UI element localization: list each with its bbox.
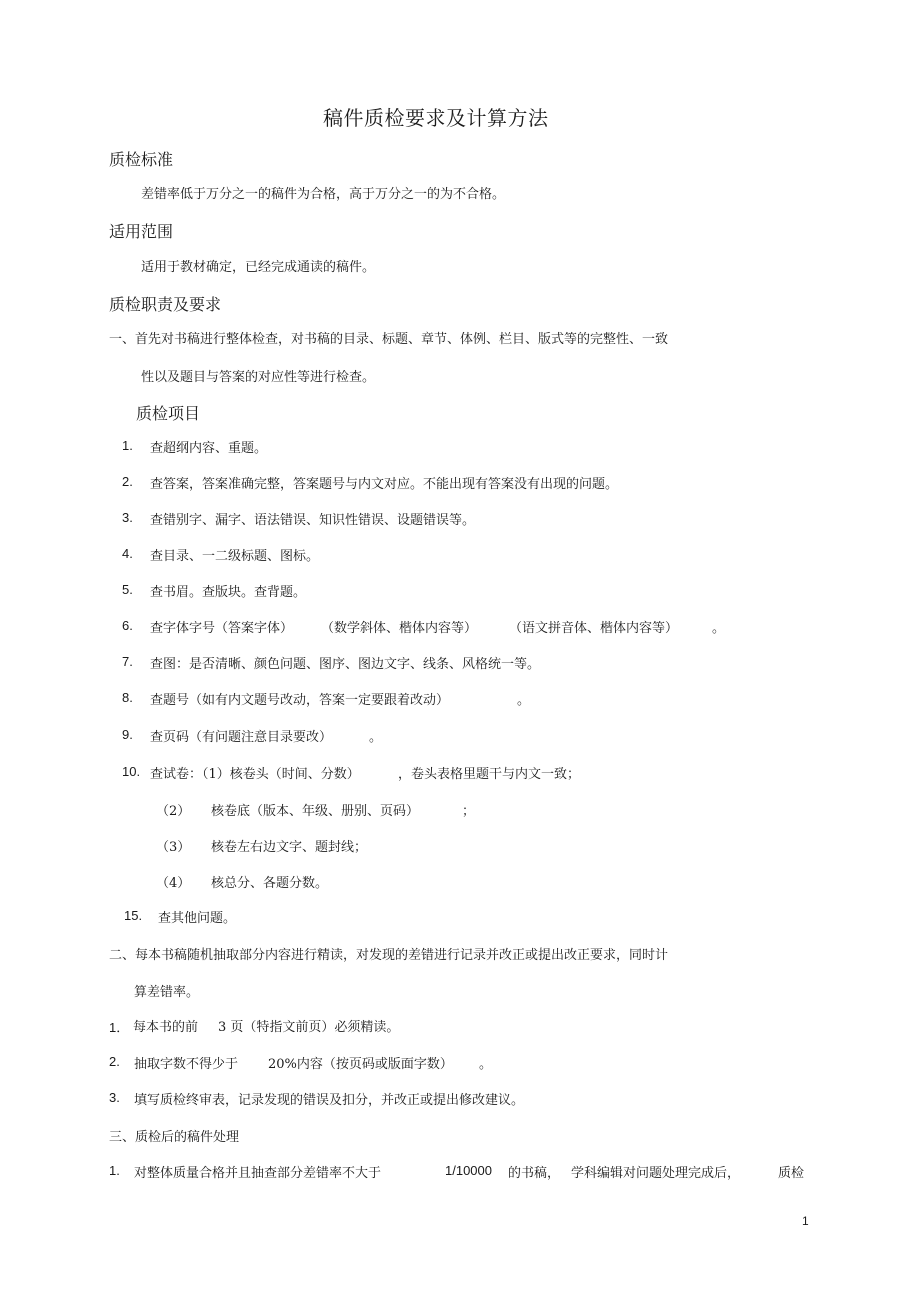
item-text: 查其他问题。: [158, 911, 237, 926]
sub-item-text: 核总分、各题分数。: [211, 876, 329, 891]
item-text: 抽取字数不得少于: [134, 1057, 239, 1072]
item-number: 10.: [122, 764, 141, 779]
standard-text: 差错率低于万分之一的稿件为合格，高于万分之一的为不合格。: [141, 187, 506, 202]
item-text: 查书眉。查版块。查背题。: [150, 585, 307, 600]
item-number: 1．: [109, 1020, 130, 1035]
document-title: 稿件质检要求及计算方法: [323, 106, 549, 130]
item-text: （数学斜体、楷体内容等）: [321, 621, 478, 636]
item-number: 8.: [122, 690, 133, 705]
item-text: 。: [712, 621, 726, 636]
item-text: 。: [517, 693, 531, 708]
item-number: 15.: [124, 908, 143, 923]
sub-item-number: （4）: [156, 876, 191, 891]
item-text: 查字体字号（答案字体）: [150, 621, 294, 636]
item-text: 3 页（特指文前页）必须精读。: [218, 1020, 400, 1035]
item-number: 1.: [109, 1163, 120, 1178]
item-text: 查超纲内容、重题。: [150, 441, 268, 456]
item-text: 查目录、一二级标题、图标。: [150, 549, 320, 564]
item-text: 20%内容（按页码或版面字数）: [268, 1057, 453, 1072]
item-text: 查试卷：（1）核卷头（时间、分数）: [150, 767, 360, 782]
item-number: 3.: [122, 510, 133, 525]
heading-standard: 质检标准: [109, 150, 174, 169]
item-text: 查页码（有问题注意目录要改）: [150, 730, 333, 745]
item-number: 4.: [122, 546, 133, 561]
item-text: 查题号（如有内文题号改动，答案一定要跟着改动）: [150, 693, 450, 708]
part3-heading: 三、质检后的稿件处理: [109, 1130, 240, 1145]
item-text: 学科编辑对问题处理完成后，: [571, 1166, 741, 1181]
item-text: 填写质检终审表，记录发现的错误及扣分，并改正或提出修改建议。: [134, 1093, 525, 1108]
item-number: 7.: [122, 654, 133, 669]
item-number: 6.: [122, 618, 133, 633]
item-number: 3.: [109, 1090, 120, 1105]
sub-item-text: 核卷底（版本、年级、册别、页码）: [211, 804, 420, 819]
item-text: 质检: [778, 1166, 805, 1181]
item-text: 的书稿，: [508, 1166, 561, 1181]
item-text: （语文拼音体、楷体内容等）: [509, 621, 679, 636]
item-number: 1.: [122, 438, 133, 453]
item-text: 对整体质量合格并且抽查部分差错率不大于: [134, 1166, 382, 1181]
sub-item-number: （2）: [156, 804, 191, 819]
item-number: 2.: [122, 474, 133, 489]
heading-scope: 适用范围: [109, 222, 174, 241]
item-number: 9.: [122, 727, 133, 742]
item-text: 。: [369, 730, 383, 745]
item-text: 查图：是否清晰、颜色问题、图序、图边文字、线条、风格统一等。: [150, 657, 541, 672]
sub-item-text: 核卷左右边文字、题封线；: [211, 840, 368, 855]
item-number: 2.: [109, 1054, 120, 1069]
scope-text: 适用于教材确定，已经完成通读的稿件。: [141, 260, 376, 275]
item-text: 查错别字、漏字、语法错误、知识性错误、设题错误等。: [150, 513, 476, 528]
heading-duties: 质检职责及要求: [109, 295, 222, 314]
item-text: 1/10000: [445, 1163, 492, 1178]
sub-item-number: （3）: [156, 840, 191, 855]
item-text: 每本书的前: [133, 1020, 199, 1035]
item-text: ，卷头表格里题干与内文一致；: [398, 767, 581, 782]
part2-line2: 算差错率。: [134, 985, 200, 1000]
part2-line1: 二、每本书稿随机抽取部分内容进行精读，对发现的差错进行记录并改正或提出改正要求，同时计: [109, 948, 669, 963]
item-text: 查答案，答案准确完整，答案题号与内文对应。不能出现有答案没有出现的问题。: [150, 477, 619, 492]
page-number: 1: [802, 1214, 809, 1228]
items-heading: 质检项目: [136, 404, 201, 423]
item-number: 5.: [122, 582, 133, 597]
sub-item-text: ；: [462, 804, 476, 819]
item-text: 。: [479, 1057, 493, 1072]
part1-line1: 一、首先对书稿进行整体检查，对书稿的目录、标题、章节、体例、栏目、版式等的完整性、一致: [109, 332, 669, 347]
part1-line2: 性以及题目与答案的对应性等进行检查。: [141, 370, 376, 385]
